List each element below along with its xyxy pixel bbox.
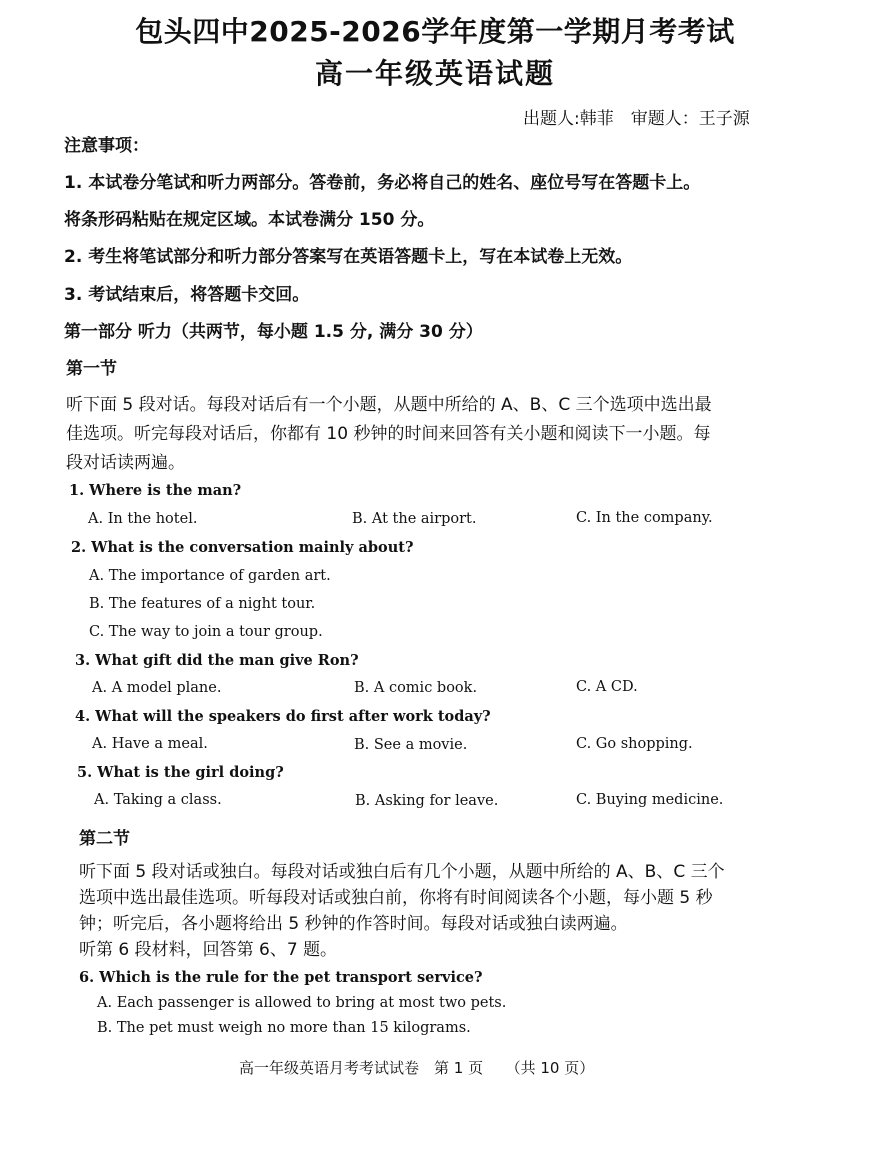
notice-item-2: 2. 考生将笔试部分和听力部分答案写在英语答题卡上，写在本试卷上无效。 (64, 247, 633, 267)
question-5: 5. What is the girl doing? (77, 764, 284, 781)
q6-option-b: B. The pet must weigh no more than 15 kilograms. (97, 1020, 471, 1036)
notice-item-3: 3. 考试结束后，将答题卡交回。 (64, 285, 310, 305)
q4-option-a: A. Have a meal. (92, 736, 208, 752)
exam-subtitle: 高一年级英语试题 (314, 57, 555, 90)
instruction-line: 段对话读两遍。 (66, 453, 185, 473)
q3-option-a: A. A model plane. (92, 680, 222, 696)
q2-option-c: C. The way to join a tour group. (89, 624, 323, 640)
instruction-line: 钟；听完后，各小题将给出 5 秒钟的作答时间。每段对话或独白读两遍。 (79, 914, 628, 934)
question-3: 3. What gift did the man give Ron? (75, 652, 359, 669)
q4-option-c: C. Go shopping. (576, 736, 693, 752)
section2-heading: 第二节 (79, 829, 130, 849)
q1-option-b: B. At the airport. (352, 511, 477, 527)
q6-option-a: A. Each passenger is allowed to bring at most two pets. (97, 995, 507, 1011)
q5-option-b: B. Asking for leave. (355, 793, 499, 809)
notice-heading: 注意事项： (64, 136, 149, 156)
q3-option-c: C. A CD. (576, 679, 638, 695)
notice-item-1: 1. 本试卷分笔试和听力两部分。答卷前，务必将自己的姓名、座位号写在答题卡上。 (64, 173, 701, 193)
q5-option-c: C. Buying medicine. (576, 792, 724, 808)
page-footer: 高一年级英语月考考试试卷 第 1 页 （共 10 页） (239, 1059, 595, 1077)
instruction-line: 听第 6 段材料，回答第 6、7 题。 (79, 940, 338, 960)
q1-option-c: C. In the company. (576, 510, 713, 526)
section2-instructions (79, 859, 779, 963)
question-6: 6. Which is the rule for the pet transport service? (79, 969, 483, 986)
notice-item-1-cont: 将条形码粘贴在规定区域。本试卷满分 150 分。 (64, 210, 435, 230)
question-1: 1. Where is the man? (69, 482, 242, 499)
instruction-line: 听下面 5 段对话或独白。每段对话或独白后有几个小题，从题中所给的 A、B、C 三个 (79, 862, 725, 882)
section1-instructions (66, 391, 776, 478)
authors-line: 出题人:韩菲 审题人：王子源 (523, 109, 750, 129)
q2-option-b: B. The features of a night tour. (89, 596, 316, 612)
q1-option-a: A. In the hotel. (88, 511, 198, 527)
section1-heading: 第一节 (66, 359, 117, 379)
instruction-line: 听下面 5 段对话。每段对话后有一个小题，从题中所给的 A、B、C 三个选项中选出最 (66, 395, 712, 415)
instruction-line: 佳选项。听完每段对话后，你都有 10 秒钟的时间来回答有关小题和阅读下一小题。每 (66, 424, 711, 444)
q4-option-b: B. See a movie. (354, 737, 468, 753)
q5-option-a: A. Taking a class. (94, 792, 222, 808)
exam-title: 包头四中2025-2026学年度第一学期月考考试 (135, 15, 735, 48)
q2-option-a: A. The importance of garden art. (89, 568, 331, 584)
question-2: 2. What is the conversation mainly about? (71, 539, 414, 556)
question-4: 4. What will the speakers do first after work today? (75, 708, 491, 725)
instruction-line: 选项中选出最佳选项。听每段对话或独白前，你将有时间阅读各个小题，每小题 5 秒 (79, 888, 713, 908)
part1-heading: 第一部分 听力（共两节，每小题 1.5 分, 满分 30 分） (64, 322, 483, 342)
q3-option-b: B. A comic book. (354, 680, 478, 696)
